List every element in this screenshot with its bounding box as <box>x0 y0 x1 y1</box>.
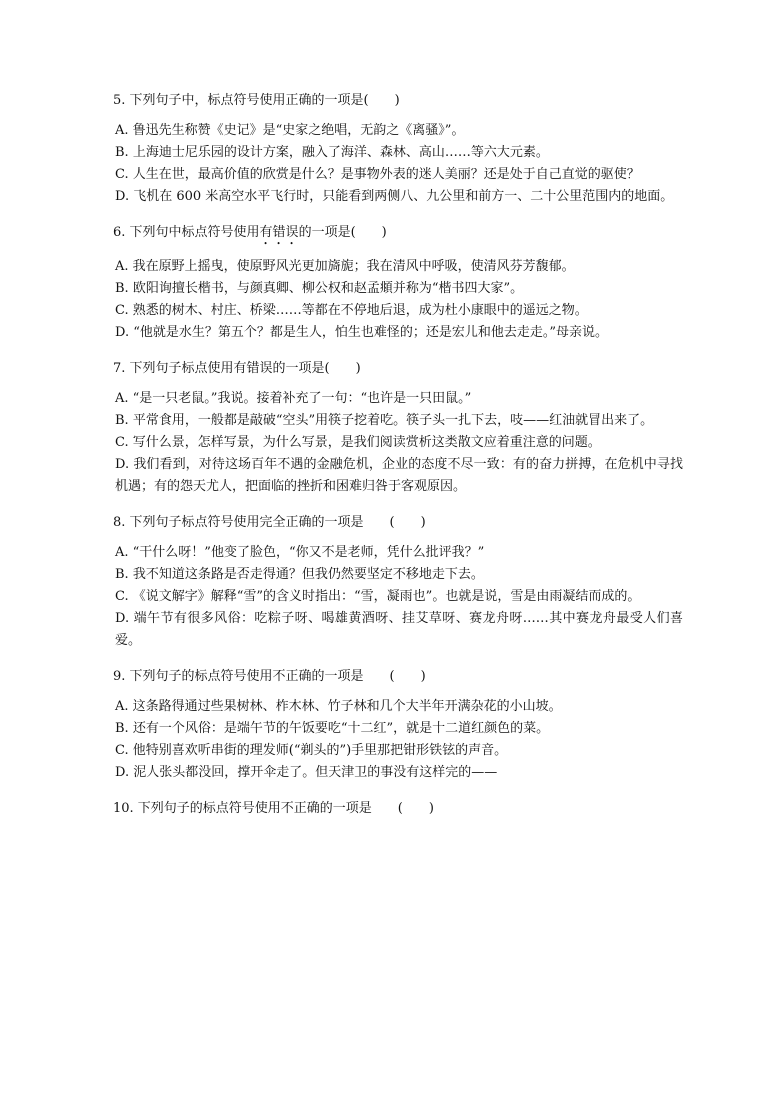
option-b: B. 欧阳询擅长楷书，与颜真卿、柳公权和赵孟頫并称为“楷书四大家”。 <box>115 281 524 296</box>
option-b: B. 还有一个风俗：是端午节的午饭要吃“十二红”，就是十二道红颜色的菜。 <box>115 721 550 736</box>
option-d: D. 泥人张头都没回，撑开伞走了。但天津卫的事没有这样完的—— <box>115 765 498 780</box>
option-a: A. 我在原野上摇曳，使原野风光更加旖旎；我在清风中呼吸，使清风芬芳馥郁。 <box>115 259 575 274</box>
stem-suffix: 的一项是( ) <box>298 225 387 240</box>
exam-page <box>113 90 683 834</box>
question-8 <box>113 512 683 652</box>
option-c: C. 熟悉的树木、村庄、桥梁……等都在不停地后退，成为杜小康眼中的遥远之物。 <box>115 303 588 318</box>
option-d: D. 我们看到，对待这场百年不遇的金融危机，企业的态度不尽一致：有的奋力拼搏，在危机中寻找机遇；有的怨天尤人，把面临的挫折和困难归咎于客观原因。 <box>115 457 683 494</box>
option-c: C. 他特别喜欢听串街的理发师(“剃头的”)手里那把钳形铁铉的声音。 <box>115 743 508 758</box>
question-9 <box>113 666 683 784</box>
option-d: D. 端午节有很多风俗：吃粽子呀、喝雄黄酒呀、挂艾草呀、赛龙舟呀……其中赛龙舟最受人们喜爱。 <box>115 611 683 648</box>
question-stem: 8. 下列句子标点符号使用完全正确的一项是 ( ) <box>113 515 426 530</box>
option-a: A. “是一只老鼠。”我说。接着补充了一句：“也许是一只田鼠。” <box>115 391 472 406</box>
option-b: B. 我不知道这条路是否走得通？但我仍然要坚定不移地走下去。 <box>115 567 484 582</box>
option-list <box>113 120 683 208</box>
option-c: C. 《说文解字》解释“雪”的含义时指出：“雪，凝雨也”。也就是说，雪是由雨凝结而成的。 <box>115 589 641 604</box>
option-list <box>113 388 683 498</box>
option-c: C. 写什么景，怎样写景，为什么写景，是我们阅读赏析这类散文应着重注意的问题。 <box>115 435 601 450</box>
question-stem: 10. 下列句子的标点符号使用不正确的一项是 ( ) <box>113 801 434 816</box>
question-5 <box>113 90 683 208</box>
option-a: A. 鲁迅先生称赞《史记》是“史家之绝唱，无韵之《离骚》”。 <box>115 123 465 138</box>
stem-prefix: 6. 下列句中标点符号使用 <box>113 225 260 240</box>
option-d: D. “他就是水生？第五个？都是生人，怕生也难怪的；还是宏儿和他去走走。”母亲说。 <box>115 325 609 340</box>
option-a: A. “干什么呀！”他变了脸色，“你又不是老师，凭什么批评我？” <box>115 545 485 560</box>
question-6 <box>113 222 683 344</box>
question-10 <box>113 798 683 820</box>
question-stem <box>113 222 683 248</box>
option-list <box>113 256 683 344</box>
option-list <box>113 542 683 652</box>
option-list <box>113 696 683 784</box>
stem-emphasis: 有错误 <box>259 225 299 240</box>
option-a: A. 这条路得通过些果树林、柞木林、竹子林和几个大半年开满杂花的小山坡。 <box>115 699 562 714</box>
question-stem: 9. 下列句子的标点符号使用不正确的一项是 ( ) <box>113 669 426 684</box>
question-stem: 7. 下列句子标点使用有错误的一项是( ) <box>113 361 361 376</box>
question-stem: 5. 下列句子中，标点符号使用正确的一项是( ) <box>113 93 400 108</box>
option-d: D. 飞机在 600 米高空水平飞行时，只能看到两侧八、九公里和前方一、二十公里范围内的地面。 <box>115 189 674 204</box>
question-7 <box>113 358 683 498</box>
option-b: B. 平常食用，一般都是敲破“空头”用筷子挖着吃。筷子头一扎下去，吱——红油就冒出来了。 <box>115 413 654 428</box>
option-b: B. 上海迪士尼乐园的设计方案，融入了海洋、森林、高山……等六大元素。 <box>115 145 549 160</box>
option-c: C. 人生在世，最高价值的欣赏是什么？是事物外表的迷人美丽？还是处于自己直觉的驱使？ <box>115 167 640 182</box>
